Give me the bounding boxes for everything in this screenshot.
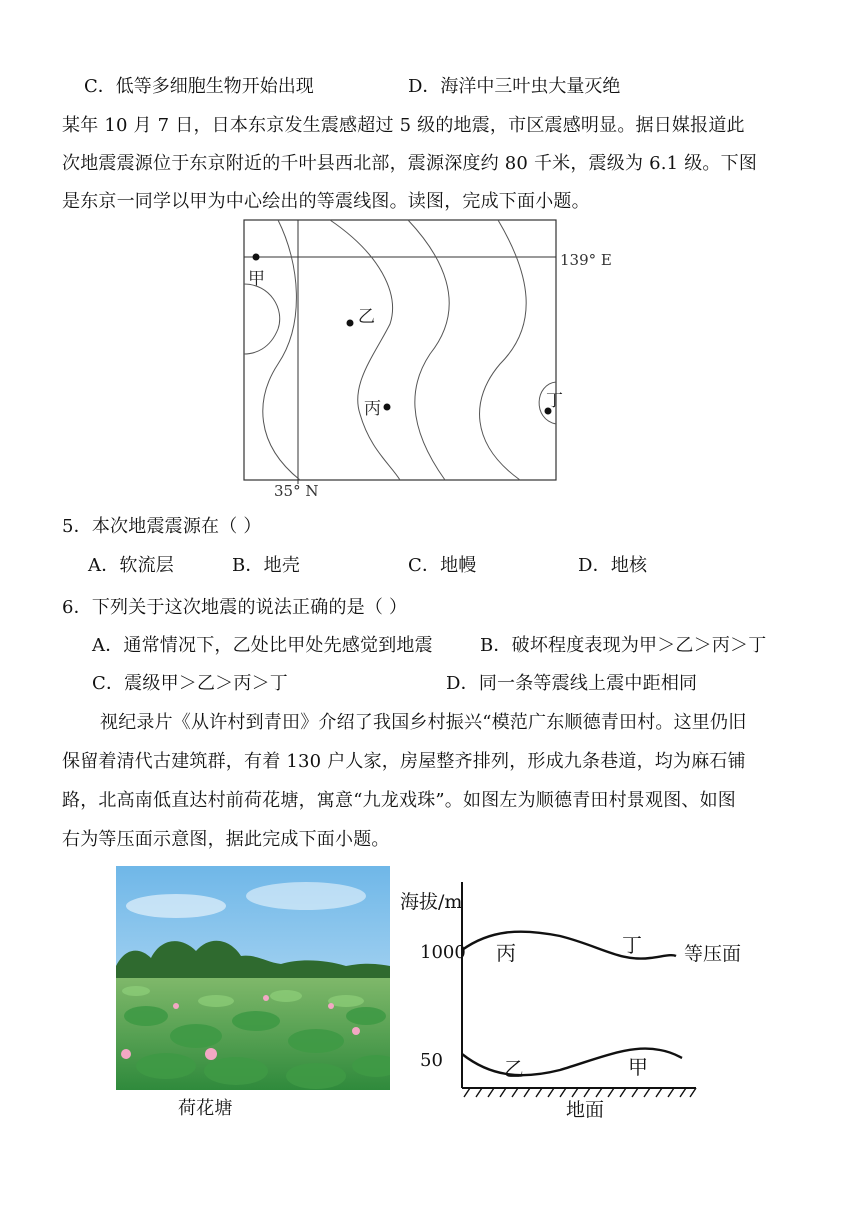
label-jia: 甲	[628, 1055, 648, 1079]
tick-1000: 1000	[420, 942, 466, 963]
option-d: D．海洋中三叶虫大量灭绝	[408, 76, 621, 97]
label-jia: 甲	[248, 269, 265, 289]
isobar-diagram	[400, 880, 760, 1120]
longitude-label: 139° E	[560, 251, 612, 269]
photo-caption: 荷花塘	[178, 1098, 233, 1119]
label-yi: 乙	[504, 1057, 524, 1081]
point-jia	[253, 254, 260, 261]
q5-option-d: D．地核	[578, 555, 648, 576]
passage-line: 保留着清代古建筑群，有着 130 户人家，房屋整齐排列，形成九条巷道，均为麻石铺	[62, 751, 746, 772]
isoseismal-line	[244, 284, 280, 354]
label-yi: 乙	[358, 307, 375, 327]
isoseismal-line	[408, 220, 449, 480]
isobar-label: 等压面	[684, 943, 742, 965]
question-5-stem: 5．本次地震震源在（ ）	[62, 516, 262, 537]
q6-option-d: D．同一条等震线上震中距相同	[446, 673, 698, 694]
isoseismal-line	[263, 220, 300, 480]
q6-option-c: C．震级甲＞乙＞丙＞丁	[92, 673, 288, 694]
label-bing: 丙	[496, 941, 516, 965]
isoseismal-line	[480, 220, 527, 480]
q5-option-b: B．地壳	[232, 555, 301, 576]
passage-line: 某年 10 月 7 日，日本东京发生震感超过 5 级的地震，市区震感明显。据日媒报道此	[62, 115, 745, 136]
passage-line: 右为等压面示意图，据此完成下面小题。	[62, 829, 390, 850]
label-ding: 丁	[546, 391, 563, 411]
latitude-label: 35° N	[274, 482, 319, 500]
q6-option-b: B．破坏程度表现为甲＞乙＞丙＞丁	[480, 635, 767, 656]
lotus-pond-photo	[116, 866, 390, 1090]
isoseismal-map	[230, 214, 650, 504]
lower-isobar	[462, 1049, 682, 1076]
option-c: C．低等多细胞生物开始出现	[84, 76, 314, 97]
ground-label: 地面	[566, 1099, 605, 1120]
y-axis-label: 海拔/m	[400, 891, 463, 913]
passage-line: 视纪录片《从许村到青田》介绍了我国乡村振兴“模范广东顺德青田村。这里仍旧	[100, 712, 747, 733]
q6-option-a: A．通常情况下，乙处比甲处先感觉到地震	[92, 635, 433, 656]
q5-option-c: C．地幔	[408, 555, 477, 576]
passage-line: 是东京一同学以甲为中心绘出的等震线图。读图，完成下面小题。	[62, 191, 590, 212]
tick-50: 50	[420, 1050, 443, 1071]
upper-isobar	[462, 932, 676, 959]
label-bing: 丙	[364, 399, 381, 419]
q5-option-a: A．软流层	[88, 555, 174, 576]
isoseismal-line	[330, 220, 400, 480]
passage-line: 路，北高南低直达村前荷花塘，寓意“九龙戏珠”。如图左为顺德青田村景观图、如图	[62, 790, 737, 811]
passage-line: 次地震震源位于东京附近的千叶县西北部，震源深度约 80 千米，震级为 6.1 级。下图	[62, 153, 758, 174]
ground-hatching	[464, 1088, 696, 1097]
question-6-stem: 6．下列关于这次地震的说法正确的是（ ）	[62, 597, 408, 618]
point-yi	[347, 320, 354, 327]
point-bing	[384, 404, 391, 411]
map-frame	[244, 220, 556, 480]
label-ding: 丁	[622, 933, 642, 957]
